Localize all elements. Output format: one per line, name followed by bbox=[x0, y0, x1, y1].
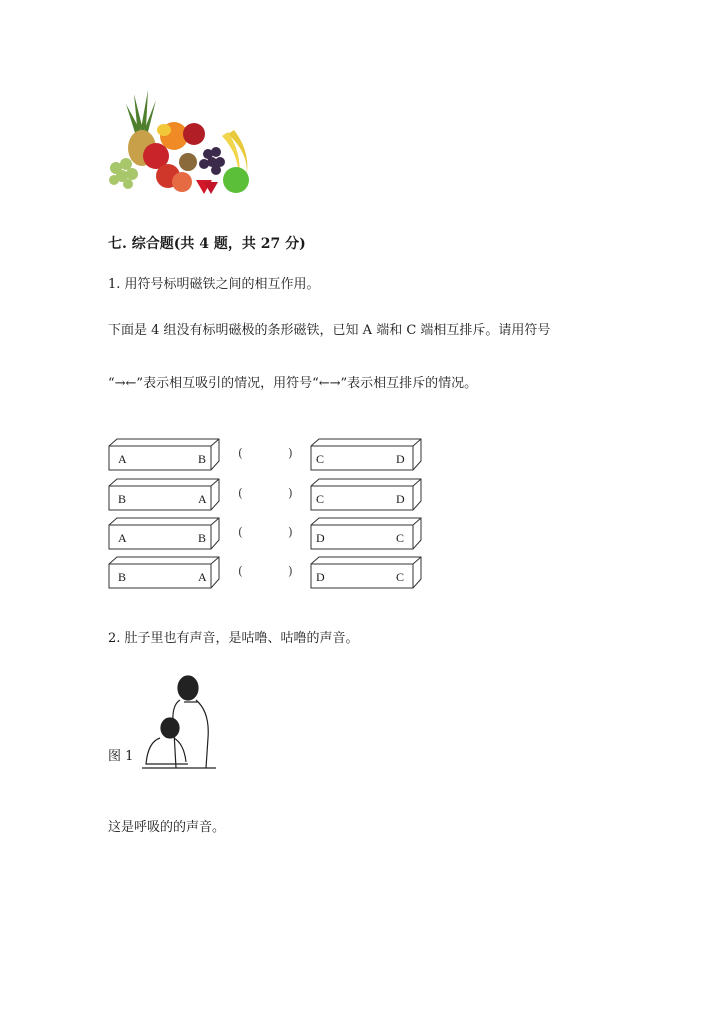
magnet-pole-label: A bbox=[118, 452, 127, 466]
magnet-pole-label: D bbox=[396, 492, 405, 506]
magnet-pole-label: A bbox=[118, 531, 127, 545]
figure-label: 图 1 bbox=[108, 749, 134, 764]
answer-paren-close: ) bbox=[288, 486, 293, 500]
magnet-pole-label: B bbox=[118, 492, 127, 506]
answer-blank[interactable] bbox=[248, 525, 288, 541]
answer-paren-close: ) bbox=[288, 446, 293, 460]
answer-paren-close: ) bbox=[288, 525, 293, 539]
magnet-row bbox=[108, 438, 428, 478]
q2-title: 2. 肚子里也有声音，是咕噜、咕噜的声音。 bbox=[108, 631, 359, 646]
magnet-right bbox=[310, 517, 422, 551]
magnet-pole-label: B bbox=[118, 570, 127, 584]
answer-blank[interactable] bbox=[248, 486, 288, 502]
magnet-row bbox=[108, 478, 428, 518]
magnet-pole-label: A bbox=[198, 492, 207, 506]
magnet-pole-label: D bbox=[316, 531, 325, 545]
answer-paren-open: ( bbox=[238, 564, 243, 578]
answer-paren-close: ) bbox=[288, 564, 293, 578]
magnet-row bbox=[108, 556, 428, 596]
magnet-pole-label: C bbox=[396, 531, 405, 545]
q1-description-line1: 下面是 4 组没有标明磁极的条形磁铁，已知 A 端和 C 端相互排斥。请用符号 bbox=[108, 323, 551, 338]
magnet-pole-label: C bbox=[316, 492, 325, 506]
section-title: 七. 综合题(共 4 题，共 27 分) bbox=[108, 236, 306, 252]
answer-paren-open: ( bbox=[238, 486, 243, 500]
q1-description-line2: “→←”表示相互吸引的情况，用符号“←→”表示相互排斥的情况。 bbox=[108, 376, 478, 391]
q2-statement: 这是呼吸的的声音。 bbox=[108, 820, 226, 835]
magnet-pole-label: B bbox=[198, 452, 207, 466]
answer-blank[interactable] bbox=[248, 446, 288, 462]
magnet-right bbox=[310, 478, 422, 512]
magnet-right bbox=[310, 556, 422, 590]
magnet-row bbox=[108, 517, 428, 557]
magnet-pole-label: D bbox=[396, 452, 405, 466]
q1-title: 1. 用符号标明磁铁之间的相互作用。 bbox=[108, 277, 320, 292]
answer-paren-open: ( bbox=[238, 525, 243, 539]
figure-doctor-listening bbox=[140, 672, 220, 776]
magnet-pole-label: A bbox=[198, 570, 207, 584]
magnet-pole-label: B bbox=[198, 531, 207, 545]
fruit-illustration bbox=[104, 86, 264, 198]
answer-blank[interactable] bbox=[248, 564, 288, 580]
magnet-right bbox=[310, 438, 422, 472]
magnet-pole-label: C bbox=[316, 452, 325, 466]
magnet-pole-label: D bbox=[316, 570, 325, 584]
answer-paren-open: ( bbox=[238, 446, 243, 460]
magnet-pole-label: C bbox=[396, 570, 405, 584]
